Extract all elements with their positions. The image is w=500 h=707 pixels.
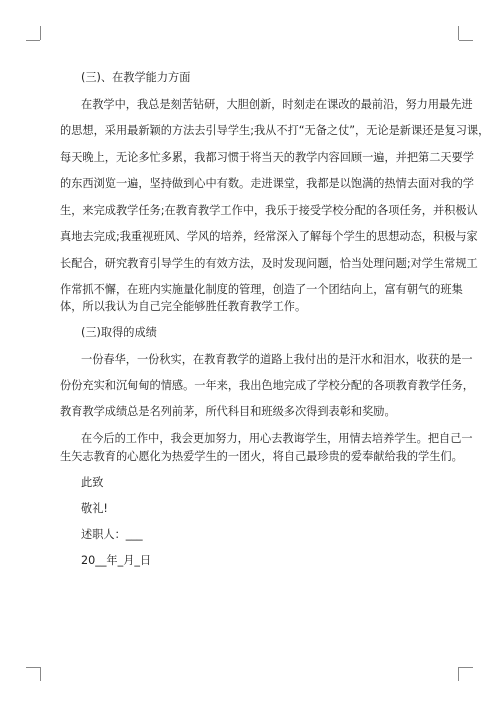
crop-mark-bottom-left-horizontal [26, 667, 40, 668]
crop-mark-bottom-right-horizontal [459, 667, 473, 668]
crop-mark-bottom-left-vertical [40, 667, 41, 681]
crop-mark-top-right-horizontal [459, 40, 473, 41]
crop-mark-bottom-right-vertical [458, 667, 459, 681]
crop-mark-top-right-vertical [458, 26, 459, 40]
crop-mark-top-left-horizontal [26, 40, 40, 41]
crop-mark-top-left-vertical [40, 26, 41, 40]
